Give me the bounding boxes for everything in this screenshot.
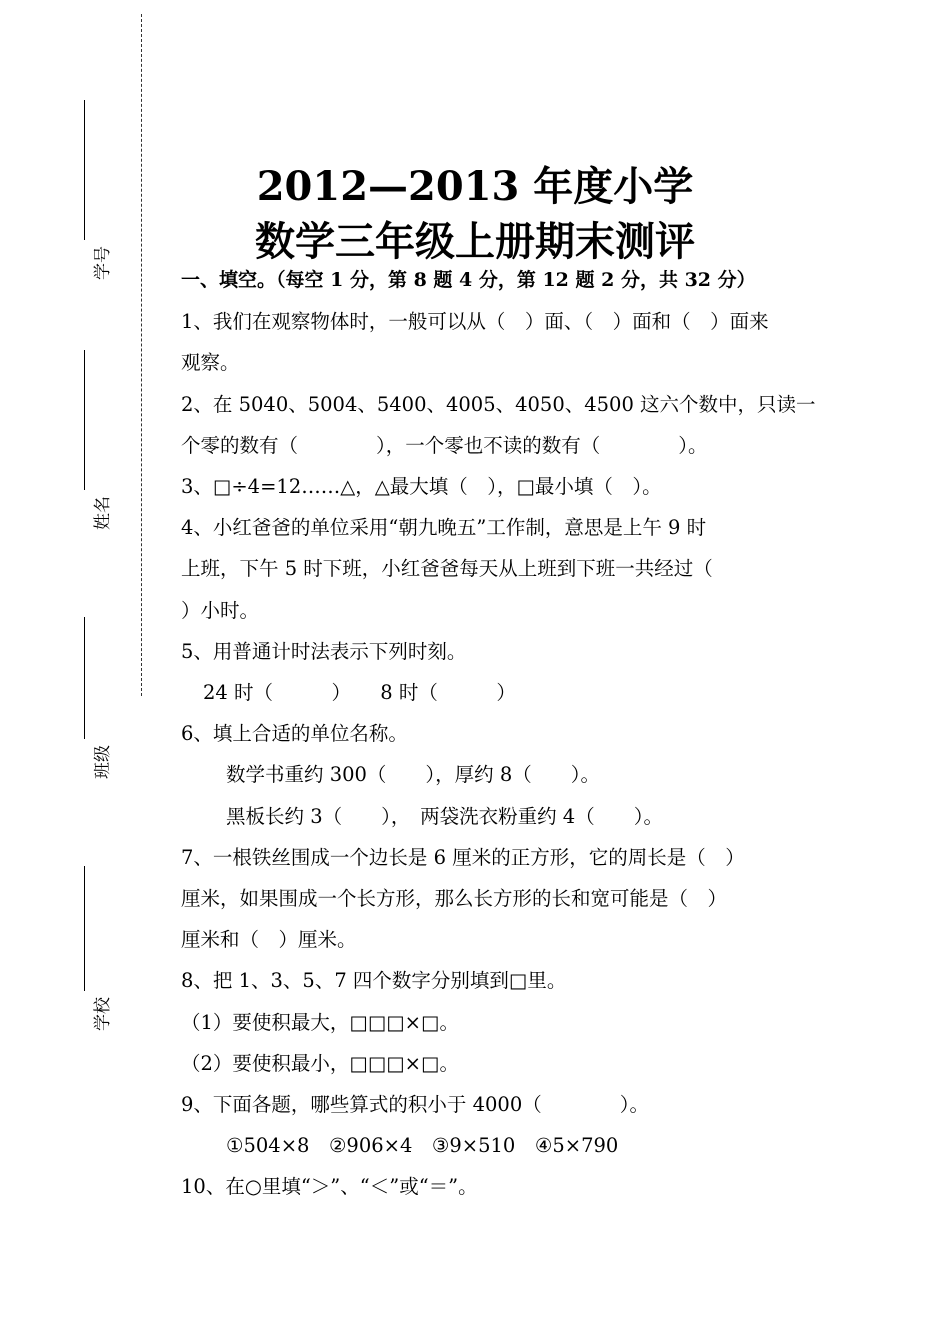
question-line: 24 时（ ） 8 时（ ） <box>203 681 516 705</box>
question-line: 8、把 1、3、5、7 四个数字分别填到□里。 <box>181 969 567 993</box>
question-line: ）小时。 <box>181 598 260 622</box>
question-line: （1）要使积最大，□□□×□。 <box>181 1010 459 1034</box>
school-underline <box>84 866 85 991</box>
question-line: 厘米，如果围成一个长方形，那么长方形的长和宽可能是（ ） <box>181 887 728 911</box>
question-line: 2、在 5040、5004、5400、4005、4050、4500 这六个数中，只读一 <box>181 392 816 416</box>
class-label: 班级 <box>93 745 113 779</box>
question-line: ①504×8 ②906×4 ③9×510 ④5×790 <box>226 1134 619 1158</box>
question-line: 4、小红爸爸的单位采用“朝九晚五”工作制，意思是上午 9 时 <box>181 516 707 540</box>
exam-title-line1: 2012—2013 年度小学 <box>256 163 694 210</box>
question-line: 10、在○里填“＞”、“＜”或“＝”。 <box>181 1175 478 1199</box>
question-line: 数学书重约 300（ ），厚约 8（ ）。 <box>226 763 601 787</box>
exam-content <box>181 260 816 1208</box>
question-line: 5、用普通计时法表示下列时刻。 <box>181 639 467 663</box>
question-line: 1、我们在观察物体时，一般可以从（ ）面、（ ）面和（ ）面来 <box>181 310 769 334</box>
student-name-label: 姓名 <box>93 496 113 530</box>
student-name-underline <box>84 350 85 490</box>
question-line: 厘米和（ ）厘米。 <box>181 928 357 952</box>
question-line: 个零的数有（ ），一个零也不读的数有（ ）。 <box>181 433 708 457</box>
question-line: 7、一根铁丝围成一个边长是 6 厘米的正方形，它的周长是（ ） <box>181 845 745 869</box>
class-underline <box>84 617 85 739</box>
question-line: 6、填上合适的单位名称。 <box>181 722 408 746</box>
school-label: 学校 <box>93 997 113 1031</box>
section-heading: 一、填空。（每空 1 分，第 8 题 4 分，第 12 题 2 分，共 32 分） <box>181 269 756 291</box>
question-line: 上班，下午 5 时下班，小红爸爸每天从上班到下班一共经过（ <box>181 557 713 581</box>
question-line: 3、□÷4=12……△，△最大填（ ），□最小填（ ）。 <box>181 475 662 499</box>
binding-dashed-line <box>141 14 142 696</box>
exam-title-line2: 数学三年级上册期末测评 <box>255 218 695 265</box>
question-line: 9、下面各题，哪些算式的积小于 4000（ ）。 <box>181 1093 649 1117</box>
question-line: 黑板长约 3（ ）， 两袋洗衣粉重约 4（ ）。 <box>226 804 663 828</box>
question-line: 观察。 <box>181 351 240 375</box>
question-line: （2）要使积最小，□□□×□。 <box>181 1051 459 1075</box>
student-id-label: 学号 <box>93 246 113 280</box>
